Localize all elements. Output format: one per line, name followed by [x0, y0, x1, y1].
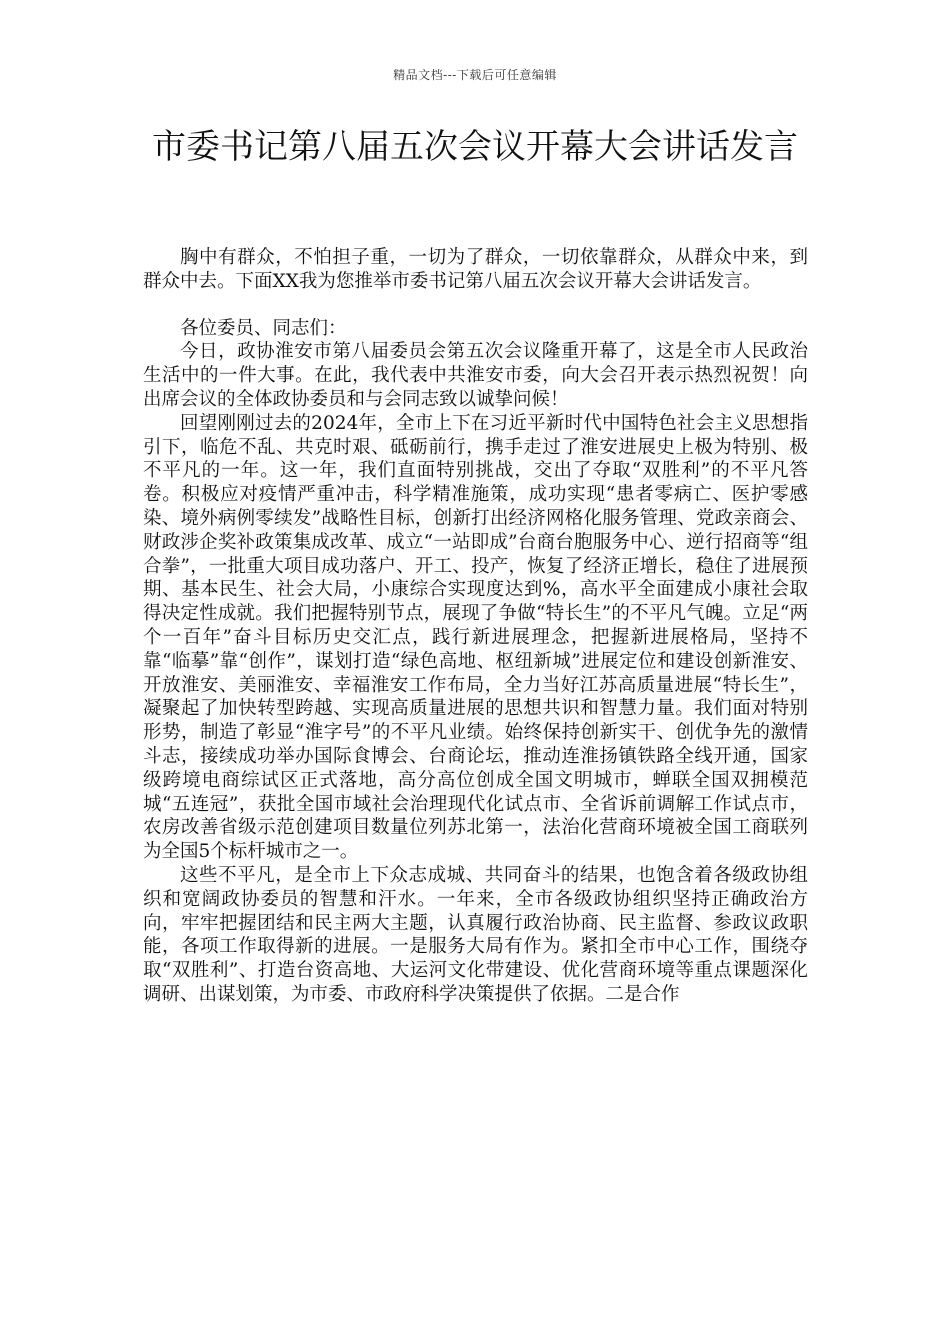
body-paragraph: 回望刚刚过去的2024年，全市上下在习近平新时代中国特色社会主义思想指引下，临危不乱、共克时艰、砥砺前行，携手走过了淮安进展史上极为特别、极不平凡的一年。这一年，我们直面特别挑战，交出了夺取“双胜利”的不平凡答卷。积极应对疫情严重冲击，科学精准施策，成功实现“患者零病亡、医护零感染、境外病例零续发”战略性目标，创新打出经济网格化服务管理、党政亲商会、财政涉企奖补政策集成改革、成立“一站即成”台商台胞服务中心、逆行招商等“组合拳”，一批重大项目成功落户、开工、投产，恢复了经济正增长，稳住了进展预期、基本民生、社会大局，小康综合实现度达到%，高水平全面建成小康社会取得决定性成就。我们把握特别节点，展现了争做“特长生”的不平凡气魄。立足“两个一百年”奋斗目标历史交汇点，践行新进展理念，把握新进展格局，坚持不靠“临摹”靠“创作”，谋划打造“绿色高地、枢纽新城”进展定位和建设创新淮安、开放淮安、美丽淮安、幸福淮安工作布局，全力当好江苏高质量进展“特长生”，凝聚起了加快转型跨越、实现高质量进展的思想共识和智慧力量。我们面对特别形势，制造了彰显“淮字号”的不平凡业绩。始终保持创新实干、创优争先的激情斗志，接续成功举办国际食博会、台商论坛，推动连淮扬镇铁路全线开通，国家级跨境电商综试区正式落地，高分高位创成全国文明城市，蝉联全国双拥模范城“五连冠”，获批全国市域社会治理现代化试点市、全省诉前调解工作试点市，农房改善省级示范创建项目数量位列苏北第一，法治化营商环境被全国工商联列为全国5个标杆城市之一。 [143, 412, 808, 863]
body-paragraph: 今日，政协淮安市第八届委员会第五次会议隆重开幕了，这是全市人民政治生活中的一件大事。在此，我代表中共淮安市委，向大会召开表示热烈祝贺！向出席会议的全体政协委员和与会同志致以诚挚问候！ [143, 341, 808, 410]
salutation: 各位委员、同志们： [180, 317, 347, 339]
document-title: 市委书记第八届五次会议开幕大会讲话发言 [152, 127, 798, 167]
intro-paragraph: 胸中有群众，不怕担子重，一切为了群众，一切依靠群众，从群众中来，到群众中去。下面XX我为您推举市委书记第八届五次会议开幕大会讲话发言。 [143, 247, 808, 292]
body-paragraph: 这些不平凡，是全市上下众志成城、共同奋斗的结果，也饱含着各级政协组织和宽阔政协委员的智慧和汗水。一年来，全市各级政协组织坚持正确政治方向，牢牢把握团结和民主两大主题，认真履行政治协商、民主监督、参政议政职能，各项工作取得新的进展。一是服务大局有作为。紧扣全市中心工作，围绕夺取“双胜利”、打造台资高地、大运河文化带建设、优化营商环境等重点课题深化调研、出谋划策，为市委、市政府科学决策提供了依据。二是合作 [143, 864, 808, 1005]
header-note: 精品文档---下载后可任意编辑 [393, 68, 557, 82]
document-body [143, 246, 808, 1007]
